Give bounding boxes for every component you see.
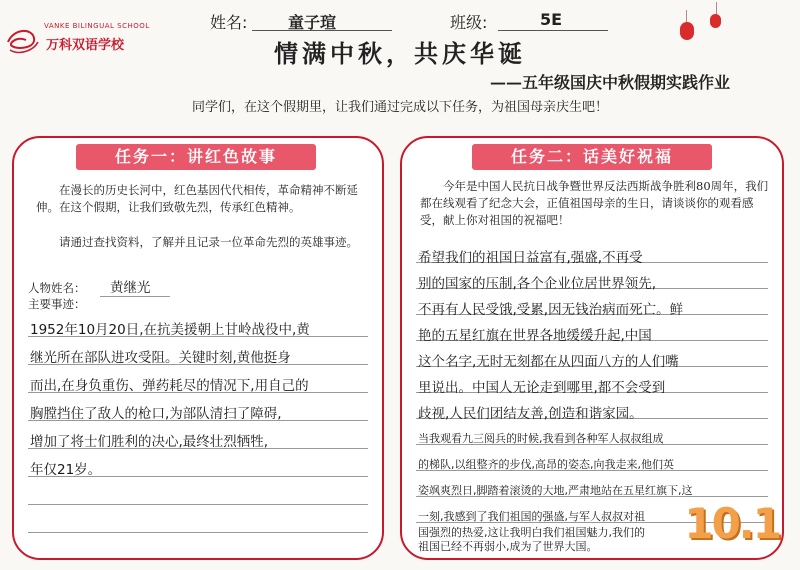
page-subtitle: ——五年级国庆中秋假期实践作业 bbox=[490, 73, 731, 92]
name-label: 姓名: bbox=[210, 13, 248, 32]
wish-line: 里说出。中国人无论走到哪里,都不会受到 bbox=[418, 380, 666, 396]
task2-panel bbox=[400, 136, 784, 560]
parade-line: 的梯队,以组整齐的步伐,高昂的姿态,向我走来,他们英 bbox=[418, 458, 674, 471]
deeds-label: 主要事迹： bbox=[28, 297, 86, 311]
page-title: 情满中秋，共庆华诞 bbox=[274, 39, 526, 68]
parade-line: 国强烈的热爱,这让我明白我们祖国魅力,我们的 bbox=[418, 526, 645, 539]
writing-rule bbox=[28, 532, 368, 533]
deeds-line: 1952年10月20日,在抗美援朝上甘岭战役中,黄 bbox=[30, 322, 310, 338]
school-name-en: VANKE BILINGUAL SCHOOL bbox=[44, 22, 150, 30]
writing-rule bbox=[28, 504, 368, 505]
person-value: 黄继光 bbox=[110, 280, 151, 296]
student-info bbox=[210, 10, 620, 32]
parade-line: 姿飒爽烈日,脚踏着滚烫的大地,严肃地站在五星红旗下,这 bbox=[418, 484, 693, 497]
deeds-line: 胸膛挡住了敌人的枪口,为部队清扫了障碍, bbox=[30, 406, 282, 422]
class-underline bbox=[498, 30, 608, 31]
parade-line: 一刻,我感到了我们祖国的强盛,与军人叔叔对祖 bbox=[418, 510, 645, 523]
task2-paragraph: 今年是中国人民抗日战争暨世界反法西斯战争胜利80周年，我们都在线观看了纪念大会，正值祖国母亲的生日，请谈谈你的观看感受，献上你对祖国的祝福吧！ bbox=[420, 179, 769, 227]
parade-line: 当我观看九三阅兵的时候,我看到各种军人叔叔组成 bbox=[418, 432, 664, 445]
task1-panel bbox=[12, 136, 384, 560]
lantern-icon bbox=[710, 14, 721, 28]
deeds-line: 增加了将士们胜利的决心,最终壮烈牺牲, bbox=[30, 434, 269, 450]
task1-title: 任务一：讲红色故事 bbox=[76, 144, 316, 170]
wish-line: 不再有人民受饿,受累,因无钱治病而死亡。鲜 bbox=[418, 302, 684, 318]
deeds-line: 而出,在身负重伤、弹药耗尽的情况下,用自己的 bbox=[30, 378, 309, 394]
intro-text: 同学们，在这个假期里，让我们通过完成以下任务，为祖国母亲庆生吧！ bbox=[191, 100, 608, 115]
class-label: 班级: bbox=[450, 13, 488, 32]
task1-paragraph2: 请通过查找资料，了解并且记录一位革命先烈的英雄事迹。 bbox=[59, 235, 358, 249]
wish-line: 这个名字,无时无刻都在从四面八方的人们嘴 bbox=[418, 354, 679, 370]
wish-line: 希望我们的祖国日益富有,强盛,不再受 bbox=[418, 250, 643, 266]
school-name-cn: 万科双语学校 bbox=[46, 38, 125, 53]
task1-paragraph1: 在漫长的历史长河中，红色基因代代相传，革命精神不断延伸。在这个假期，让我们致敬先烈，传承红色精神。 bbox=[36, 183, 358, 214]
wish-line: 别的国家的压制,各个企业位居世界领先, bbox=[418, 276, 657, 292]
name-value: 童子瑄 bbox=[288, 13, 337, 32]
person-underline bbox=[100, 296, 170, 297]
class-value: 5E bbox=[540, 10, 563, 29]
task2-title: 任务二：话美好祝福 bbox=[472, 144, 712, 170]
wish-line: 艳的五星红旗在世界各地缓缓升起,中国 bbox=[418, 328, 652, 344]
deeds-line: 继光所在部队进攻受阻。关键时刻,黄他挺身 bbox=[30, 350, 291, 366]
deeds-line: 年仅21岁。 bbox=[30, 462, 102, 478]
wish-line: 歧视,人民们团结友善,创造和谐家园。 bbox=[418, 406, 643, 422]
name-underline bbox=[252, 30, 392, 31]
person-label: 人物姓名： bbox=[28, 281, 86, 295]
national-day-stamp: 10.1 bbox=[684, 499, 780, 548]
parade-line: 祖国已经不再弱小,成为了世界大国。 bbox=[418, 540, 598, 553]
